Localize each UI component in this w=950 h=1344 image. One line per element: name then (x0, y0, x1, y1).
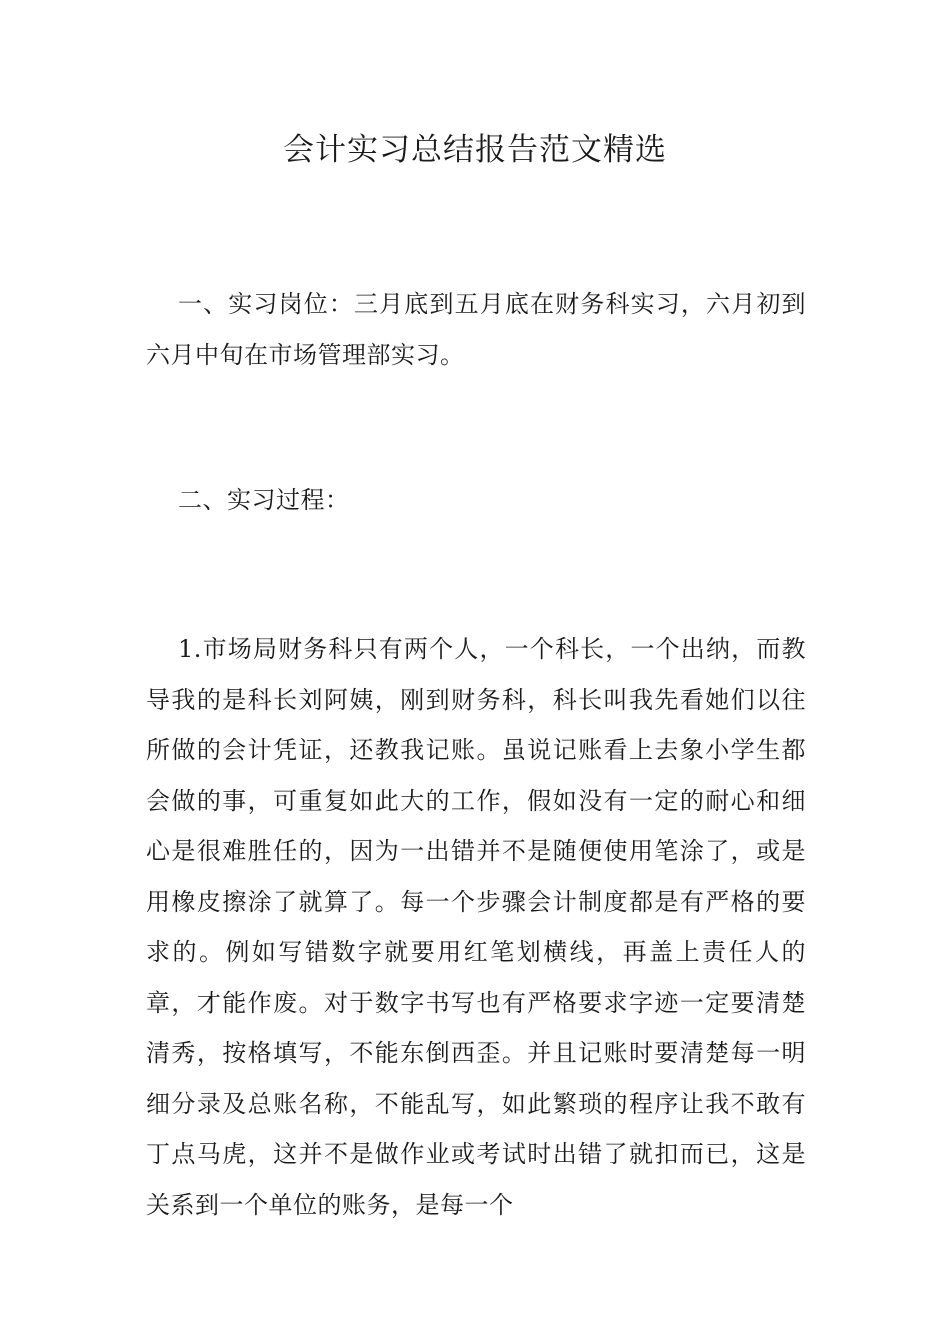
paragraph-internship-position: 一、实习岗位：三月底到五月底在财务科实习，六月初到六月中旬在市场管理部实习。 (146, 290, 806, 369)
paragraph-internship-process-heading: 二、实习过程： (178, 486, 350, 514)
document-title: 会计实习总结报告范文精选 (283, 132, 667, 168)
paragraph-finance-department: 1.市场局财务科只有两个人，一个科长，一个出纳，而教导我的是科长刘阿姨，刚到财务科，科长叫我先看她们以往所做的会计凭证，还教我记账。虽说记账看上去象小学生都会做的事，可重复如此大的工作，假如没有一定的耐心和细心是很难胜任的，因为一出错并不是随便使用笔涂了，或是用橡皮擦涂了就算了。每一个步骤会计制度都是有严格的要求的。例如写错数字就要用红笔划横线，再盖上责任人的章，才能作废。对于数字书写也有严格要求字迹一定要清楚清秀，按格填写，不能东倒西歪。并且记账时要清楚每一明细分录及总账名称，不能乱写，如此繁琐的程序让我不敢有丁点马虎，这并不是做作业或考试时出错了就扣而已，这是关系到一个单位的账务，是每一个 (146, 635, 806, 1219)
